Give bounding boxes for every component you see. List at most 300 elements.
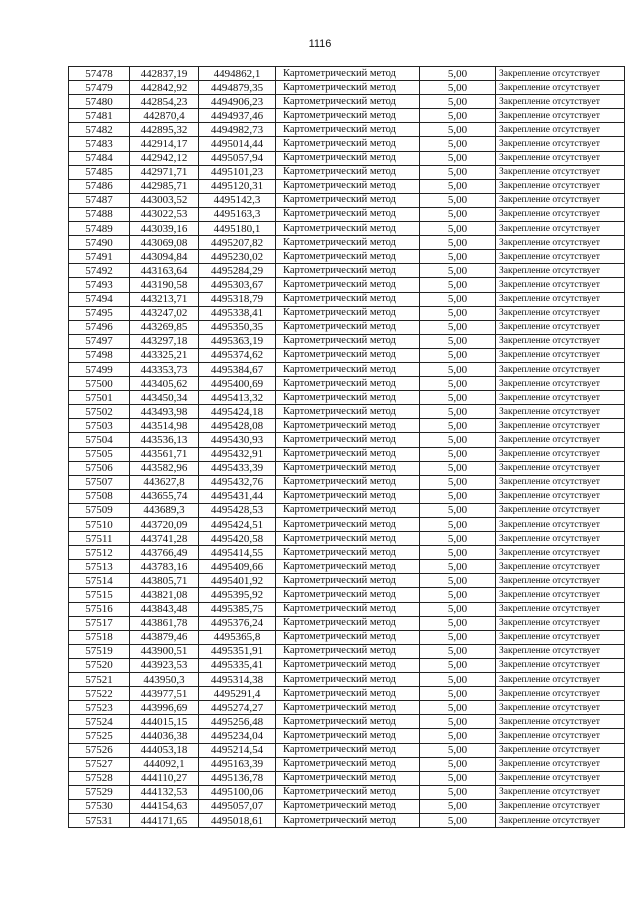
x-coordinate-cell: 443269,85 bbox=[130, 320, 199, 334]
y-coordinate-cell: 4495101,23 bbox=[199, 165, 276, 179]
x-coordinate-cell: 443297,18 bbox=[130, 334, 199, 348]
method-cell: Картометрический метод bbox=[276, 673, 420, 687]
accuracy-cell: 5,00 bbox=[420, 123, 496, 137]
table-row bbox=[69, 67, 625, 81]
method-cell: Картометрический метод bbox=[276, 207, 420, 221]
accuracy-cell: 5,00 bbox=[420, 391, 496, 405]
fixing-cell: Закрепление отсутствует bbox=[496, 123, 625, 137]
table-row bbox=[69, 560, 625, 574]
x-coordinate-cell: 443536,13 bbox=[130, 433, 199, 447]
table-row bbox=[69, 616, 625, 630]
point-id-cell: 57486 bbox=[69, 179, 130, 193]
x-coordinate-cell: 443405,62 bbox=[130, 377, 199, 391]
y-coordinate-cell: 4495401,92 bbox=[199, 574, 276, 588]
y-coordinate-cell: 4494982,73 bbox=[199, 123, 276, 137]
accuracy-cell: 5,00 bbox=[420, 320, 496, 334]
method-cell: Картометрический метод bbox=[276, 813, 420, 827]
y-coordinate-cell: 4495163,39 bbox=[199, 757, 276, 771]
table-row bbox=[69, 489, 625, 503]
accuracy-cell: 5,00 bbox=[420, 447, 496, 461]
y-coordinate-cell: 4495400,69 bbox=[199, 377, 276, 391]
y-coordinate-cell: 4495413,32 bbox=[199, 391, 276, 405]
point-id-cell: 57511 bbox=[69, 532, 130, 546]
point-id-cell: 57500 bbox=[69, 377, 130, 391]
x-coordinate-cell: 443627,8 bbox=[130, 475, 199, 489]
fixing-cell: Закрепление отсутствует bbox=[496, 644, 625, 658]
table-row bbox=[69, 546, 625, 560]
y-coordinate-cell: 4495303,67 bbox=[199, 278, 276, 292]
fixing-cell: Закрепление отсутствует bbox=[496, 757, 625, 771]
accuracy-cell: 5,00 bbox=[420, 179, 496, 193]
method-cell: Картометрический метод bbox=[276, 658, 420, 672]
method-cell: Картометрический метод bbox=[276, 236, 420, 250]
accuracy-cell: 5,00 bbox=[420, 616, 496, 630]
table-row bbox=[69, 574, 625, 588]
fixing-cell: Закрепление отсутствует bbox=[496, 67, 625, 81]
fixing-cell: Закрепление отсутствует bbox=[496, 475, 625, 489]
method-cell: Картометрический метод bbox=[276, 405, 420, 419]
table-row bbox=[69, 207, 625, 221]
fixing-cell: Закрепление отсутствует bbox=[496, 433, 625, 447]
point-id-cell: 57487 bbox=[69, 193, 130, 207]
table-row bbox=[69, 532, 625, 546]
method-cell: Картометрический метод bbox=[276, 475, 420, 489]
x-coordinate-cell: 443582,96 bbox=[130, 461, 199, 475]
method-cell: Картометрический метод bbox=[276, 729, 420, 743]
fixing-cell: Закрепление отсутствует bbox=[496, 447, 625, 461]
accuracy-cell: 5,00 bbox=[420, 67, 496, 81]
method-cell: Картометрический метод bbox=[276, 250, 420, 264]
point-id-cell: 57507 bbox=[69, 475, 130, 489]
coordinates-table bbox=[68, 66, 625, 828]
point-id-cell: 57493 bbox=[69, 278, 130, 292]
y-coordinate-cell: 4494879,35 bbox=[199, 81, 276, 95]
x-coordinate-cell: 443022,53 bbox=[130, 207, 199, 221]
y-coordinate-cell: 4495374,62 bbox=[199, 348, 276, 362]
accuracy-cell: 5,00 bbox=[420, 419, 496, 433]
table-row bbox=[69, 602, 625, 616]
y-coordinate-cell: 4495057,94 bbox=[199, 151, 276, 165]
accuracy-cell: 5,00 bbox=[420, 362, 496, 376]
accuracy-cell: 5,00 bbox=[420, 673, 496, 687]
method-cell: Картометрический метод bbox=[276, 503, 420, 517]
accuracy-cell: 5,00 bbox=[420, 475, 496, 489]
point-id-cell: 57528 bbox=[69, 771, 130, 785]
accuracy-cell: 5,00 bbox=[420, 560, 496, 574]
y-coordinate-cell: 4495284,29 bbox=[199, 264, 276, 278]
accuracy-cell: 5,00 bbox=[420, 503, 496, 517]
accuracy-cell: 5,00 bbox=[420, 461, 496, 475]
table-row bbox=[69, 377, 625, 391]
fixing-cell: Закрепление отсутствует bbox=[496, 630, 625, 644]
x-coordinate-cell: 444015,15 bbox=[130, 715, 199, 729]
point-id-cell: 57524 bbox=[69, 715, 130, 729]
x-coordinate-cell: 443003,52 bbox=[130, 193, 199, 207]
fixing-cell: Закрепление отсутствует bbox=[496, 743, 625, 757]
point-id-cell: 57480 bbox=[69, 95, 130, 109]
point-id-cell: 57515 bbox=[69, 588, 130, 602]
fixing-cell: Закрепление отсутствует bbox=[496, 405, 625, 419]
method-cell: Картометрический метод bbox=[276, 701, 420, 715]
fixing-cell: Закрепление отсутствует bbox=[496, 348, 625, 362]
x-coordinate-cell: 443843,48 bbox=[130, 602, 199, 616]
x-coordinate-cell: 444092,1 bbox=[130, 757, 199, 771]
accuracy-cell: 5,00 bbox=[420, 207, 496, 221]
x-coordinate-cell: 443689,3 bbox=[130, 503, 199, 517]
x-coordinate-cell: 444110,27 bbox=[130, 771, 199, 785]
fixing-cell: Закрепление отсутствует bbox=[496, 236, 625, 250]
method-cell: Картометрический метод bbox=[276, 391, 420, 405]
fixing-cell: Закрепление отсутствует bbox=[496, 616, 625, 630]
table-row bbox=[69, 658, 625, 672]
accuracy-cell: 5,00 bbox=[420, 630, 496, 644]
accuracy-cell: 5,00 bbox=[420, 405, 496, 419]
fixing-cell: Закрепление отсутствует bbox=[496, 715, 625, 729]
accuracy-cell: 5,00 bbox=[420, 137, 496, 151]
x-coordinate-cell: 443900,51 bbox=[130, 644, 199, 658]
method-cell: Картометрический метод bbox=[276, 377, 420, 391]
point-id-cell: 57523 bbox=[69, 701, 130, 715]
point-id-cell: 57512 bbox=[69, 546, 130, 560]
fixing-cell: Закрепление отсутствует bbox=[496, 461, 625, 475]
point-id-cell: 57482 bbox=[69, 123, 130, 137]
method-cell: Картометрический метод bbox=[276, 489, 420, 503]
table-row bbox=[69, 292, 625, 306]
method-cell: Картометрический метод bbox=[276, 574, 420, 588]
point-id-cell: 57516 bbox=[69, 602, 130, 616]
fixing-cell: Закрепление отсутствует bbox=[496, 813, 625, 827]
accuracy-cell: 5,00 bbox=[420, 95, 496, 109]
x-coordinate-cell: 442942,12 bbox=[130, 151, 199, 165]
accuracy-cell: 5,00 bbox=[420, 250, 496, 264]
y-coordinate-cell: 4495100,06 bbox=[199, 785, 276, 799]
x-coordinate-cell: 443996,69 bbox=[130, 701, 199, 715]
accuracy-cell: 5,00 bbox=[420, 701, 496, 715]
method-cell: Картометрический метод bbox=[276, 447, 420, 461]
accuracy-cell: 5,00 bbox=[420, 109, 496, 123]
table-row bbox=[69, 701, 625, 715]
accuracy-cell: 5,00 bbox=[420, 715, 496, 729]
accuracy-cell: 5,00 bbox=[420, 602, 496, 616]
point-id-cell: 57502 bbox=[69, 405, 130, 419]
fixing-cell: Закрепление отсутствует bbox=[496, 391, 625, 405]
point-id-cell: 57498 bbox=[69, 348, 130, 362]
x-coordinate-cell: 443741,28 bbox=[130, 532, 199, 546]
accuracy-cell: 5,00 bbox=[420, 574, 496, 588]
table-row bbox=[69, 165, 625, 179]
fixing-cell: Закрепление отсутствует bbox=[496, 306, 625, 320]
x-coordinate-cell: 443247,02 bbox=[130, 306, 199, 320]
fixing-cell: Закрепление отсутствует bbox=[496, 179, 625, 193]
point-id-cell: 57517 bbox=[69, 616, 130, 630]
y-coordinate-cell: 4495335,41 bbox=[199, 658, 276, 672]
method-cell: Картометрический метод bbox=[276, 616, 420, 630]
method-cell: Картометрический метод bbox=[276, 588, 420, 602]
point-id-cell: 57510 bbox=[69, 518, 130, 532]
y-coordinate-cell: 4495395,92 bbox=[199, 588, 276, 602]
point-id-cell: 57509 bbox=[69, 503, 130, 517]
fixing-cell: Закрепление отсутствует bbox=[496, 264, 625, 278]
y-coordinate-cell: 4495256,48 bbox=[199, 715, 276, 729]
x-coordinate-cell: 443861,78 bbox=[130, 616, 199, 630]
point-id-cell: 57494 bbox=[69, 292, 130, 306]
point-id-cell: 57501 bbox=[69, 391, 130, 405]
table-row bbox=[69, 588, 625, 602]
fixing-cell: Закрепление отсутствует bbox=[496, 151, 625, 165]
accuracy-cell: 5,00 bbox=[420, 658, 496, 672]
fixing-cell: Закрепление отсутствует bbox=[496, 95, 625, 109]
table-row bbox=[69, 95, 625, 109]
x-coordinate-cell: 443325,21 bbox=[130, 348, 199, 362]
table-row bbox=[69, 250, 625, 264]
table-row bbox=[69, 447, 625, 461]
method-cell: Картометрический метод bbox=[276, 123, 420, 137]
method-cell: Картометрический метод bbox=[276, 630, 420, 644]
y-coordinate-cell: 4494937,46 bbox=[199, 109, 276, 123]
y-coordinate-cell: 4495430,93 bbox=[199, 433, 276, 447]
x-coordinate-cell: 443783,16 bbox=[130, 560, 199, 574]
table-row bbox=[69, 419, 625, 433]
point-id-cell: 57495 bbox=[69, 306, 130, 320]
table-row bbox=[69, 137, 625, 151]
accuracy-cell: 5,00 bbox=[420, 193, 496, 207]
point-id-cell: 57485 bbox=[69, 165, 130, 179]
table-row bbox=[69, 687, 625, 701]
point-id-cell: 57513 bbox=[69, 560, 130, 574]
method-cell: Картометрический метод bbox=[276, 687, 420, 701]
point-id-cell: 57518 bbox=[69, 630, 130, 644]
table-row bbox=[69, 785, 625, 799]
method-cell: Картометрический метод bbox=[276, 560, 420, 574]
point-id-cell: 57496 bbox=[69, 320, 130, 334]
accuracy-cell: 5,00 bbox=[420, 518, 496, 532]
y-coordinate-cell: 4495433,39 bbox=[199, 461, 276, 475]
fixing-cell: Закрепление отсутствует bbox=[496, 560, 625, 574]
table-row bbox=[69, 644, 625, 658]
point-id-cell: 57506 bbox=[69, 461, 130, 475]
x-coordinate-cell: 444154,63 bbox=[130, 799, 199, 813]
y-coordinate-cell: 4495014,44 bbox=[199, 137, 276, 151]
table-row bbox=[69, 771, 625, 785]
point-id-cell: 57505 bbox=[69, 447, 130, 461]
fixing-cell: Закрепление отсутствует bbox=[496, 658, 625, 672]
method-cell: Картометрический метод bbox=[276, 67, 420, 81]
x-coordinate-cell: 442842,92 bbox=[130, 81, 199, 95]
table-row bbox=[69, 320, 625, 334]
method-cell: Картометрический метод bbox=[276, 771, 420, 785]
point-id-cell: 57508 bbox=[69, 489, 130, 503]
x-coordinate-cell: 443655,74 bbox=[130, 489, 199, 503]
table-row bbox=[69, 405, 625, 419]
fixing-cell: Закрепление отсутствует bbox=[496, 81, 625, 95]
method-cell: Картометрический метод bbox=[276, 602, 420, 616]
point-id-cell: 57521 bbox=[69, 673, 130, 687]
method-cell: Картометрический метод bbox=[276, 799, 420, 813]
x-coordinate-cell: 442971,71 bbox=[130, 165, 199, 179]
table-row bbox=[69, 729, 625, 743]
y-coordinate-cell: 4495384,67 bbox=[199, 362, 276, 376]
table-row bbox=[69, 715, 625, 729]
accuracy-cell: 5,00 bbox=[420, 757, 496, 771]
accuracy-cell: 5,00 bbox=[420, 292, 496, 306]
fixing-cell: Закрепление отсутствует bbox=[496, 137, 625, 151]
y-coordinate-cell: 4495291,4 bbox=[199, 687, 276, 701]
accuracy-cell: 5,00 bbox=[420, 532, 496, 546]
method-cell: Картометрический метод bbox=[276, 81, 420, 95]
x-coordinate-cell: 442870,4 bbox=[130, 109, 199, 123]
method-cell: Картометрический метод bbox=[276, 193, 420, 207]
x-coordinate-cell: 443213,71 bbox=[130, 292, 199, 306]
table-row bbox=[69, 799, 625, 813]
table-row bbox=[69, 813, 625, 827]
x-coordinate-cell: 444171,65 bbox=[130, 813, 199, 827]
y-coordinate-cell: 4495424,51 bbox=[199, 518, 276, 532]
method-cell: Картометрический метод bbox=[276, 518, 420, 532]
x-coordinate-cell: 443805,71 bbox=[130, 574, 199, 588]
method-cell: Картометрический метод bbox=[276, 785, 420, 799]
method-cell: Картометрический метод bbox=[276, 532, 420, 546]
x-coordinate-cell: 442837,19 bbox=[130, 67, 199, 81]
x-coordinate-cell: 443039,16 bbox=[130, 222, 199, 236]
fixing-cell: Закрепление отсутствует bbox=[496, 320, 625, 334]
fixing-cell: Закрепление отсутствует bbox=[496, 687, 625, 701]
x-coordinate-cell: 443923,53 bbox=[130, 658, 199, 672]
x-coordinate-cell: 443766,49 bbox=[130, 546, 199, 560]
fixing-cell: Закрепление отсутствует bbox=[496, 207, 625, 221]
method-cell: Картометрический метод bbox=[276, 644, 420, 658]
fixing-cell: Закрепление отсутствует bbox=[496, 729, 625, 743]
y-coordinate-cell: 4495136,78 bbox=[199, 771, 276, 785]
accuracy-cell: 5,00 bbox=[420, 165, 496, 179]
y-coordinate-cell: 4495428,53 bbox=[199, 503, 276, 517]
method-cell: Картометрический метод bbox=[276, 461, 420, 475]
method-cell: Картометрический метод bbox=[276, 222, 420, 236]
method-cell: Картометрический метод bbox=[276, 334, 420, 348]
point-id-cell: 57491 bbox=[69, 250, 130, 264]
y-coordinate-cell: 4495414,55 bbox=[199, 546, 276, 560]
point-id-cell: 57497 bbox=[69, 334, 130, 348]
accuracy-cell: 5,00 bbox=[420, 771, 496, 785]
method-cell: Картометрический метод bbox=[276, 109, 420, 123]
x-coordinate-cell: 443353,73 bbox=[130, 362, 199, 376]
y-coordinate-cell: 4495409,66 bbox=[199, 560, 276, 574]
point-id-cell: 57526 bbox=[69, 743, 130, 757]
accuracy-cell: 5,00 bbox=[420, 433, 496, 447]
point-id-cell: 57531 bbox=[69, 813, 130, 827]
accuracy-cell: 5,00 bbox=[420, 348, 496, 362]
x-coordinate-cell: 443950,3 bbox=[130, 673, 199, 687]
y-coordinate-cell: 4494906,23 bbox=[199, 95, 276, 109]
point-id-cell: 57478 bbox=[69, 67, 130, 81]
y-coordinate-cell: 4495431,44 bbox=[199, 489, 276, 503]
x-coordinate-cell: 443094,84 bbox=[130, 250, 199, 264]
x-coordinate-cell: 443821,08 bbox=[130, 588, 199, 602]
point-id-cell: 57530 bbox=[69, 799, 130, 813]
point-id-cell: 57529 bbox=[69, 785, 130, 799]
y-coordinate-cell: 4495350,35 bbox=[199, 320, 276, 334]
table-row bbox=[69, 475, 625, 489]
fixing-cell: Закрепление отсутствует bbox=[496, 377, 625, 391]
point-id-cell: 57519 bbox=[69, 644, 130, 658]
table-row bbox=[69, 81, 625, 95]
method-cell: Картометрический метод bbox=[276, 137, 420, 151]
table-row bbox=[69, 673, 625, 687]
fixing-cell: Закрепление отсутствует bbox=[496, 109, 625, 123]
y-coordinate-cell: 4495018,61 bbox=[199, 813, 276, 827]
accuracy-cell: 5,00 bbox=[420, 489, 496, 503]
point-id-cell: 57514 bbox=[69, 574, 130, 588]
y-coordinate-cell: 4495234,04 bbox=[199, 729, 276, 743]
accuracy-cell: 5,00 bbox=[420, 334, 496, 348]
point-id-cell: 57483 bbox=[69, 137, 130, 151]
method-cell: Картометрический метод bbox=[276, 306, 420, 320]
table-row bbox=[69, 193, 625, 207]
method-cell: Картометрический метод bbox=[276, 419, 420, 433]
table-row bbox=[69, 306, 625, 320]
fixing-cell: Закрепление отсутствует bbox=[496, 785, 625, 799]
fixing-cell: Закрепление отсутствует bbox=[496, 165, 625, 179]
y-coordinate-cell: 4495314,38 bbox=[199, 673, 276, 687]
y-coordinate-cell: 4495351,91 bbox=[199, 644, 276, 658]
y-coordinate-cell: 4495142,3 bbox=[199, 193, 276, 207]
point-id-cell: 57484 bbox=[69, 151, 130, 165]
fixing-cell: Закрепление отсутствует bbox=[496, 602, 625, 616]
method-cell: Картометрический метод bbox=[276, 715, 420, 729]
table-row bbox=[69, 518, 625, 532]
x-coordinate-cell: 444053,18 bbox=[130, 743, 199, 757]
table-row bbox=[69, 334, 625, 348]
y-coordinate-cell: 4495274,27 bbox=[199, 701, 276, 715]
fixing-cell: Закрепление отсутствует bbox=[496, 673, 625, 687]
x-coordinate-cell: 442914,17 bbox=[130, 137, 199, 151]
y-coordinate-cell: 4495180,1 bbox=[199, 222, 276, 236]
point-id-cell: 57490 bbox=[69, 236, 130, 250]
y-coordinate-cell: 4495424,18 bbox=[199, 405, 276, 419]
y-coordinate-cell: 4495363,19 bbox=[199, 334, 276, 348]
y-coordinate-cell: 4495163,3 bbox=[199, 207, 276, 221]
y-coordinate-cell: 4495432,76 bbox=[199, 475, 276, 489]
point-id-cell: 57503 bbox=[69, 419, 130, 433]
method-cell: Картометрический метод bbox=[276, 292, 420, 306]
point-id-cell: 57492 bbox=[69, 264, 130, 278]
y-coordinate-cell: 4495207,82 bbox=[199, 236, 276, 250]
accuracy-cell: 5,00 bbox=[420, 729, 496, 743]
accuracy-cell: 5,00 bbox=[420, 377, 496, 391]
accuracy-cell: 5,00 bbox=[420, 264, 496, 278]
y-coordinate-cell: 4495318,79 bbox=[199, 292, 276, 306]
method-cell: Картометрический метод bbox=[276, 179, 420, 193]
method-cell: Картометрический метод bbox=[276, 546, 420, 560]
y-coordinate-cell: 4495376,24 bbox=[199, 616, 276, 630]
accuracy-cell: 5,00 bbox=[420, 799, 496, 813]
table-row bbox=[69, 757, 625, 771]
fixing-cell: Закрепление отсутствует bbox=[496, 362, 625, 376]
fixing-cell: Закрепление отсутствует bbox=[496, 799, 625, 813]
x-coordinate-cell: 444132,53 bbox=[130, 785, 199, 799]
method-cell: Картометрический метод bbox=[276, 362, 420, 376]
fixing-cell: Закрепление отсутствует bbox=[496, 518, 625, 532]
accuracy-cell: 5,00 bbox=[420, 81, 496, 95]
x-coordinate-cell: 443720,09 bbox=[130, 518, 199, 532]
accuracy-cell: 5,00 bbox=[420, 813, 496, 827]
method-cell: Картометрический метод bbox=[276, 165, 420, 179]
y-coordinate-cell: 4495385,75 bbox=[199, 602, 276, 616]
fixing-cell: Закрепление отсутствует bbox=[496, 546, 625, 560]
y-coordinate-cell: 4495432,91 bbox=[199, 447, 276, 461]
table-row bbox=[69, 179, 625, 193]
x-coordinate-cell: 443493,98 bbox=[130, 405, 199, 419]
y-coordinate-cell: 4495230,02 bbox=[199, 250, 276, 264]
